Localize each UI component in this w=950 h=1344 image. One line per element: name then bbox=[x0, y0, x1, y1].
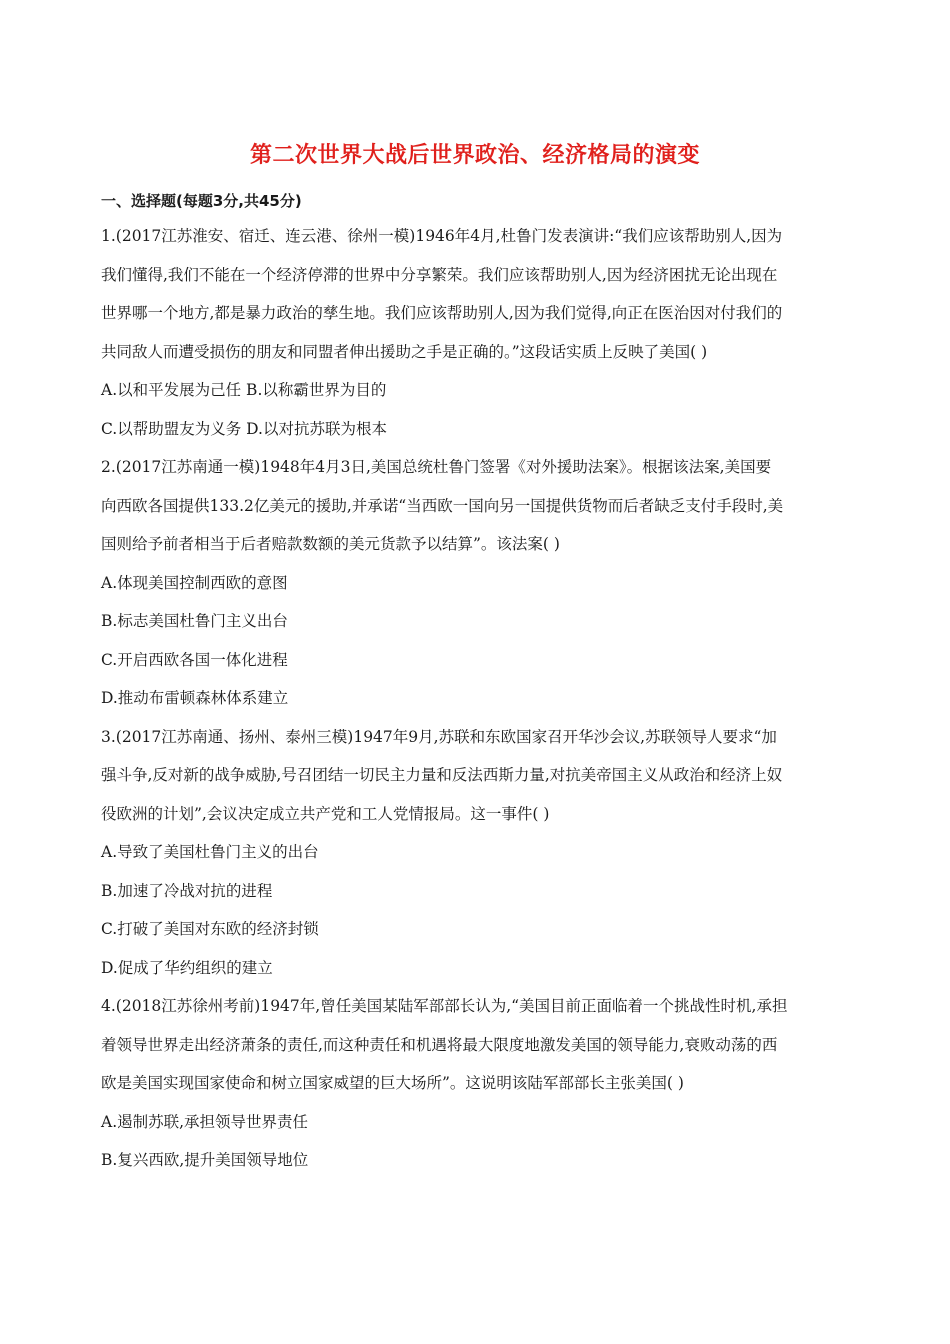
answer-options-line: C.以帮助盟友为义务 D.以对抗苏联为根本 bbox=[101, 419, 387, 438]
answer-option-c: C.开启西欧各国一体化进程 bbox=[101, 650, 288, 669]
question-text-line: 1.(2017江苏淮安、宿迁、连云港、徐州一模)1946年4月,杜鲁门发表演讲:“我们应该帮助别人,因为 bbox=[101, 227, 783, 245]
answer-option-b: B.标志美国杜鲁门主义出台 bbox=[101, 612, 288, 630]
question-3 bbox=[101, 722, 851, 992]
page-title: 第二次世界大战后世界政治、经济格局的演变 bbox=[249, 143, 700, 168]
question-text-line: 3.(2017江苏南通、扬州、泰州三模)1947年9月,苏联和东欧国家召开华沙会议,苏联领导人要求“加 bbox=[101, 727, 777, 746]
answer-option-d: D.推动布雷顿森林体系建立 bbox=[101, 689, 289, 707]
answer-option-a: A.体现美国控制西欧的意图 bbox=[101, 573, 288, 592]
section-heading: 一、选择题(每题3分,共45分) bbox=[101, 192, 302, 210]
question-text-line: 2.(2017江苏南通一模)1948年4月3日,美国总统杜鲁门签署《对外援助法案》。根据该法案,美国要 bbox=[101, 458, 772, 476]
question-text-line: 向西欧各国提供133.2亿美元的援助,并承诺“当西欧一国向另一国提供货物而后者缺乏支付手段时,美 bbox=[101, 496, 784, 515]
answer-option-c: C.打破了美国对东欧的经济封锁 bbox=[101, 920, 319, 938]
question-text-line: 我们懂得,我们不能在一个经济停滞的世界中分享繁荣。我们应该帮助别人,因为经济困扰无论出现在 bbox=[101, 265, 778, 284]
question-text-line: 强斗争,反对新的战争威胁,号召团结一切民主力量和反法西斯力量,对抗美帝国主义从政治和经济上奴 bbox=[101, 766, 783, 784]
question-text-line: 国则给予前者相当于后者赔款数额的美元货款予以结算”。该法案( ) bbox=[101, 535, 560, 553]
answer-option-b: B.复兴西欧,提升美国领导地位 bbox=[101, 1151, 309, 1169]
question-list bbox=[101, 221, 851, 1184]
answer-option-b: B.加速了冷战对抗的进程 bbox=[101, 881, 273, 900]
question-4 bbox=[101, 991, 851, 1184]
question-1 bbox=[101, 221, 851, 452]
answer-option-d: D.促成了华约组织的建立 bbox=[101, 958, 273, 977]
question-text-line: 世界哪一个地方,都是暴力政治的孳生地。我们应该帮助别人,因为我们觉得,向正在医治因对付我们的 bbox=[101, 304, 783, 322]
question-2 bbox=[101, 452, 851, 722]
question-text-line: 共同敌人而遭受损伤的朋友和同盟者伸出援助之手是正确的。”这段话实质上反映了美国( ) bbox=[101, 342, 708, 361]
answer-option-a: A.导致了美国杜鲁门主义的出台 bbox=[101, 843, 319, 861]
question-text-line: 欧是美国实现国家使命和树立国家威望的巨大场所”。这说明该陆军部部长主张美国( ) bbox=[101, 1074, 684, 1092]
answer-options-line: A.以和平发展为己任 B.以称霸世界为目的 bbox=[101, 381, 387, 399]
question-text-line: 役欧洲的计划”,会议决定成立共产党和工人党情报局。这一事件( ) bbox=[101, 804, 550, 823]
question-text-line: 着领导世界走出经济萧条的责任,而这种责任和机遇将最大限度地激发美国的领导能力,衰败动荡的西 bbox=[101, 1035, 778, 1054]
question-text-line: 4.(2018江苏徐州考前)1947年,曾任美国某陆军部部长认为,“美国目前正面临着一个挑战性时机,承担 bbox=[101, 997, 788, 1015]
answer-option-a: A.遏制苏联,承担领导世界责任 bbox=[101, 1112, 309, 1131]
